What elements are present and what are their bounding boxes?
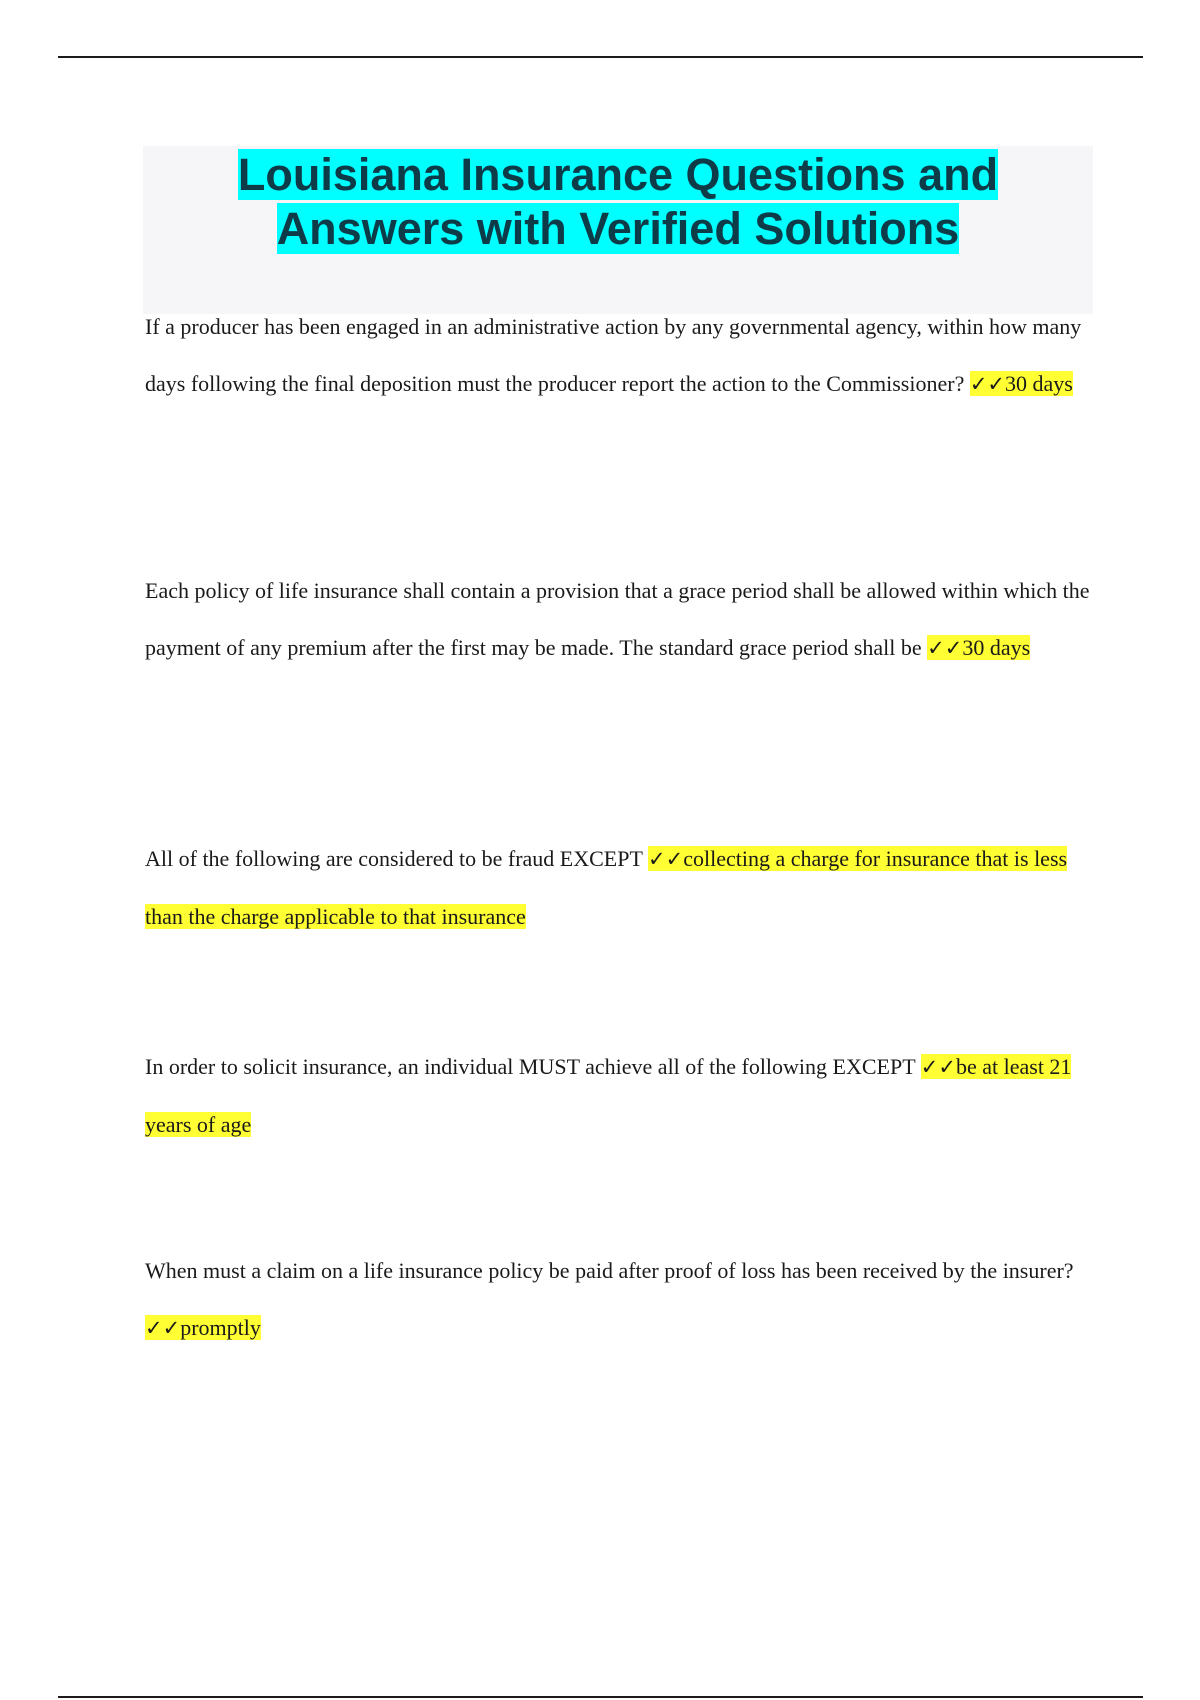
bottom-rule (58, 1696, 1143, 1698)
question-text: All of the following are considered to be fraud EXCEPT (145, 846, 643, 871)
answer-text: 30 days (962, 635, 1031, 660)
document-title-line-2: Answers with Verified Solutions (276, 203, 960, 254)
double-check-icon: ✓✓ (145, 1316, 181, 1340)
title-block (143, 146, 1093, 314)
question-text: In order to solicit insurance, an individual MUST achieve all of the following EXCEPT (145, 1054, 916, 1079)
top-rule (58, 56, 1143, 58)
double-check-icon: ✓✓ (969, 372, 1006, 396)
answer-highlight (145, 1315, 261, 1340)
question-text: If a producer has been engaged in an administrative action by any governmental agency, within how many days following the final deposition must the producer report the action to the Commissioner? (145, 314, 1082, 396)
answer-text: be at least 21 years of age (145, 1054, 1072, 1137)
qa-item-2 (145, 562, 1090, 677)
answer-text: collecting a charge for insurance that is less than the charge applicable to that insurance (145, 846, 1068, 929)
document-title-line-1: Louisiana Insurance Questions and (237, 149, 999, 200)
qa-item-1 (145, 298, 1090, 413)
double-check-icon: ✓✓ (920, 1055, 956, 1079)
answer-text: 30 days (1005, 371, 1073, 396)
answer-text: promptly (180, 1315, 261, 1340)
qa-item-3 (145, 830, 1090, 945)
double-check-icon: ✓✓ (927, 636, 963, 660)
qa-item-4 (145, 1038, 1090, 1153)
double-check-icon: ✓✓ (648, 847, 684, 871)
answer-highlight (970, 371, 1073, 396)
question-text: When must a claim on a life insurance policy be paid after proof of loss has been received by the insurer? (145, 1258, 1074, 1283)
qa-item-5 (145, 1242, 1090, 1357)
answer-highlight (927, 635, 1030, 660)
question-text: Each policy of life insurance shall contain a provision that a grace period shall be allowed within which the payment of any premium after the first may be made. The standard grace period shall be (145, 578, 1090, 660)
